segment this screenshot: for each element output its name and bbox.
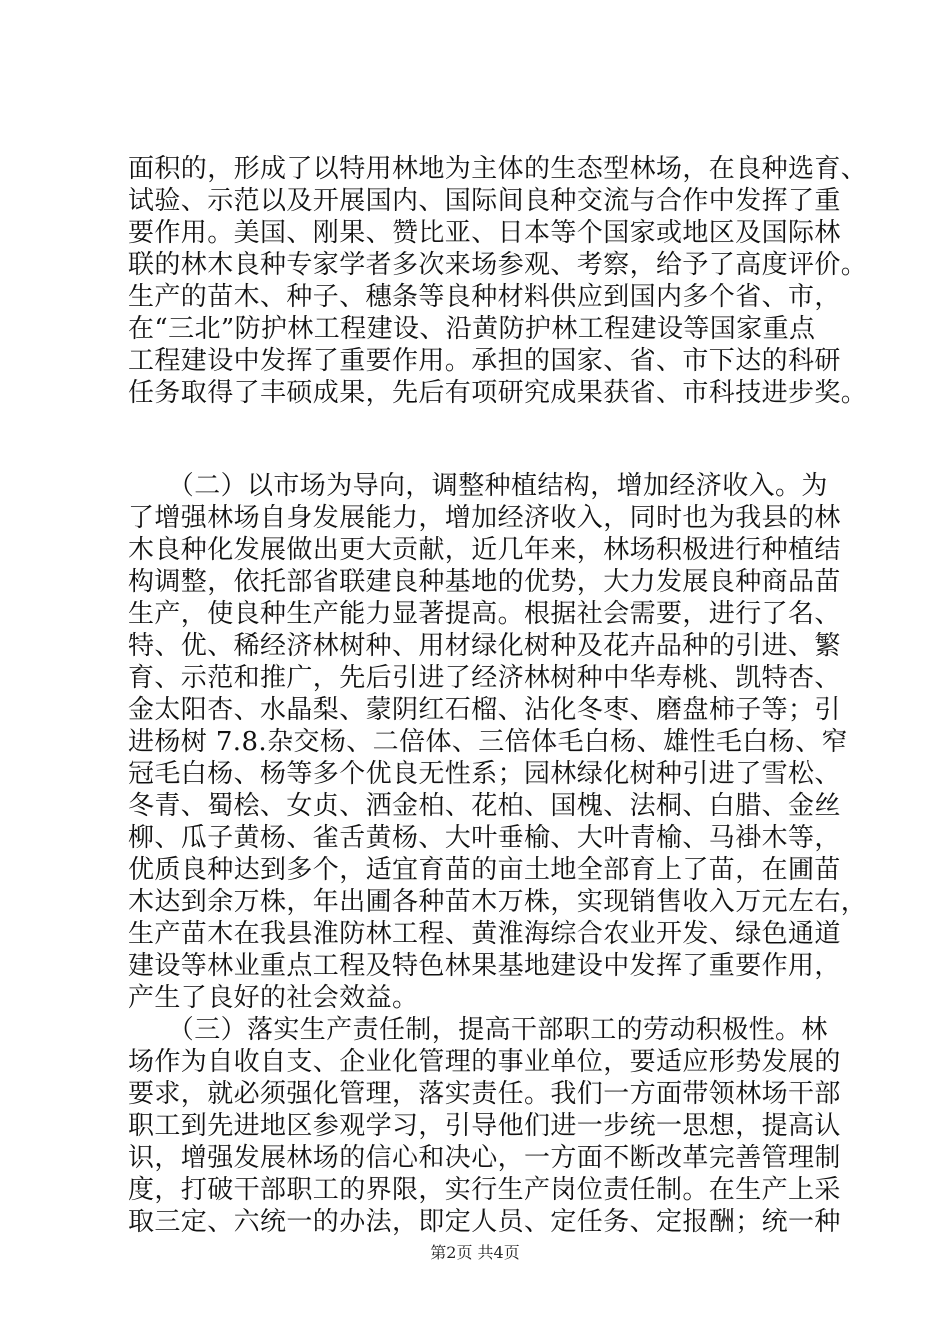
document-body (128, 153, 868, 1238)
text-line: 育、示范和推广，先后引进了经济林树种中华寿桃、凯特杏、 (128, 663, 841, 693)
text-line: 场作为自收自支、企业化管理的事业单位，要适应形势发展的 (128, 1047, 841, 1077)
text-line: 工程建设中发挥了重要作用。承担的国家、省、市下达的科研 (128, 346, 841, 376)
paragraph-1 (128, 153, 868, 409)
text-line: （二）以市场为导向，调整种植结构，增加经济收入。为 (128, 471, 828, 501)
text-line: 任务取得了丰硕成果，先后有项研究成果获省、市科技进步奖。 (128, 378, 868, 408)
text-line: 度，打破干部职工的界限，实行生产岗位责任制。在生产上采 (128, 1175, 841, 1205)
text-line: 生产苗木在我县淮防林工程、黄淮海综合农业开发、绿色通道 (128, 919, 841, 949)
page-footer: 第2页 共4页 (430, 1243, 520, 1262)
text-line: 生产的苗木、种子、穗条等良种材料供应到国内多个省、市， (128, 282, 841, 312)
text-line: 木达到余万株，年出圃各种苗木万株，实现销售收入万元左右， (128, 887, 868, 917)
text-line: 生产，使良种生产能力显著提高。根据社会需要，进行了名、 (128, 599, 841, 629)
text-line: 要作用。美国、刚果、赞比亚、日本等个国家或地区及国际林 (128, 218, 841, 248)
text-line: 建设等林业重点工程及特色林果基地建设中发挥了重要作用， (128, 951, 841, 981)
text-line: 试验、示范以及开展国内、国际间良种交流与合作中发挥了重 (128, 186, 841, 216)
text-line: 职工到先进地区参观学习，引导他们进一步统一思想，提高认 (128, 1111, 841, 1141)
paragraph-spacer (128, 409, 858, 470)
text-line: （三）落实生产责任制，提高干部职工的劳动积极性。林 (128, 1015, 828, 1045)
text-line: 识，增强发展林场的信心和决心，一方面不断改革完善管理制 (128, 1143, 841, 1173)
text-line: 木良种化发展做出更大贡献，近几年来，林场积极进行种植结 (128, 535, 841, 565)
text-line: 优质良种达到多个，适宜育苗的亩土地全部育上了苗，在圃苗 (128, 855, 841, 885)
text-line: 冠毛白杨、杨等多个优良无性系；园林绿化树种引进了雪松、 (128, 759, 841, 789)
text-line: 要求，就必须强化管理，落实责任。我们一方面带领林场干部 (128, 1079, 841, 1109)
text-line: 联的林木良种专家学者多次来场参观、考察，给予了高度评价。 (128, 250, 868, 280)
text-line: 柳、瓜子黄杨、雀舌黄杨、大叶垂榆、大叶青榆、马褂木等， (128, 823, 841, 853)
text-line: 取三定、六统一的办法，即定人员、定任务、定报酬；统一种 (128, 1207, 841, 1237)
text-line: 了增强林场自身发展能力，增加经济收入，同时也为我县的林 (128, 503, 841, 533)
text-line: 面积的，形成了以特用林地为主体的生态型林场，在良种选育、 (128, 154, 868, 184)
paragraph-3 (128, 1014, 858, 1238)
text-line: 冬青、蜀桧、女贞、洒金柏、花柏、国槐、法桐、白腊、金丝 (128, 791, 841, 821)
text-line: 特、优、稀经济林树种、用材绿化树种及花卉品种的引进、繁 (128, 631, 841, 661)
text-line: 构调整，依托部省联建良种基地的优势，大力发展良种商品苗 (128, 567, 841, 597)
text-line: 金太阳杏、水晶梨、蒙阴红石榴、沾化冬枣、磨盘柿子等；引 (128, 695, 841, 725)
text-line: 进杨树 7.8.杂交杨、二倍体、三倍体毛白杨、雄性毛白杨、窄 (128, 727, 848, 757)
paragraph-2 (128, 470, 868, 1014)
text-line: 产生了良好的社会效益。 (128, 983, 419, 1013)
text-line: 在“三北”防护林工程建设、沿黄防护林工程建设等国家重点 (128, 314, 816, 344)
